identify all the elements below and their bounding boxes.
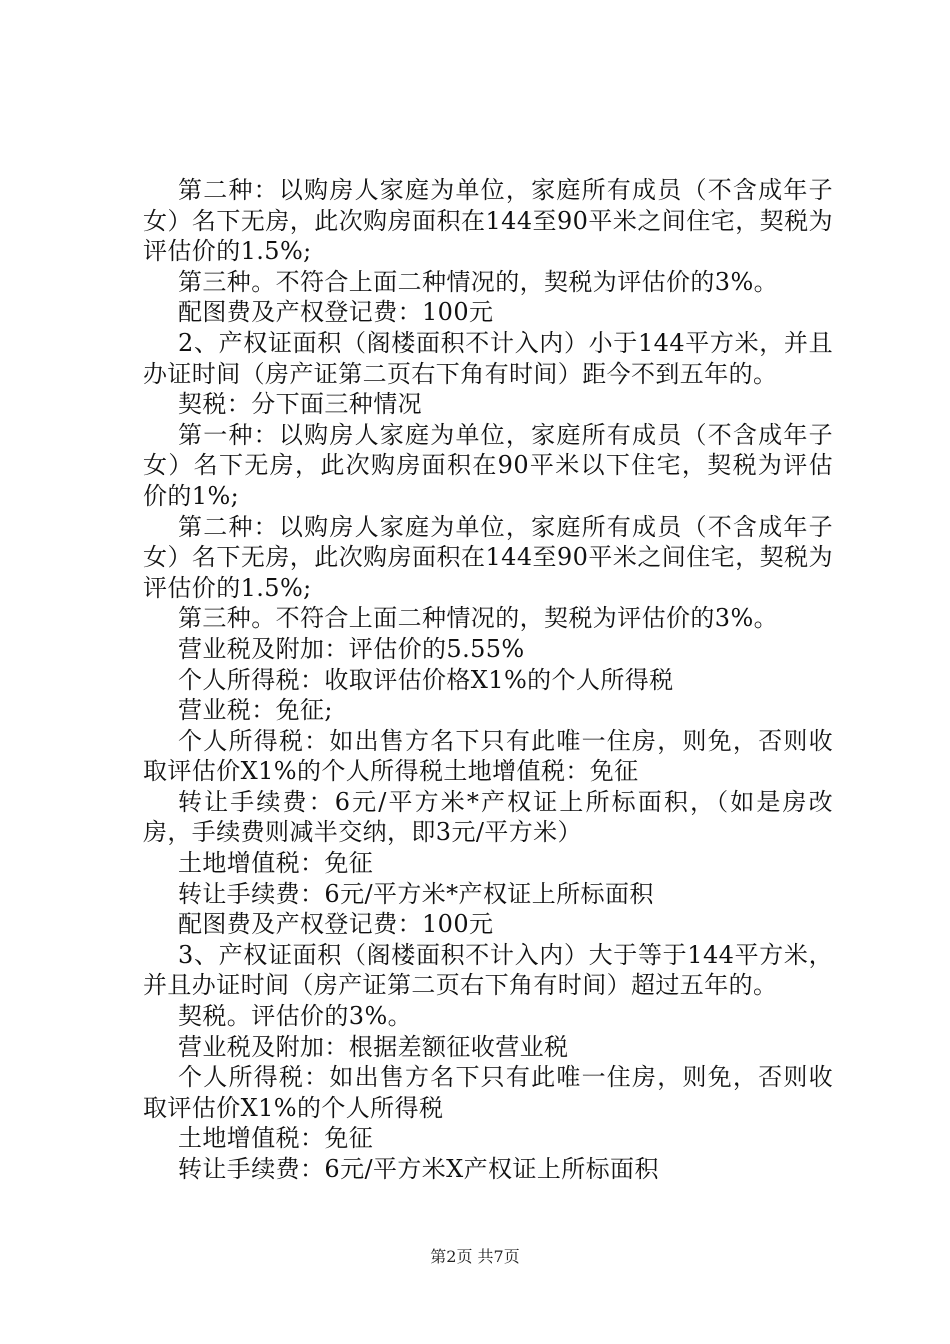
paragraph: 配图费及产权登记费：100元 [178, 910, 494, 939]
paragraph: 个人所得税：如出售方名下只有此唯一住房，则免，否则收取评估价X1%的个人所得税 [143, 1063, 833, 1122]
paragraph: 第三种。不符合上面二种情况的，契税为评估价的3%。 [178, 604, 779, 633]
paragraph: 土地增值税：免征 [178, 849, 374, 878]
paragraph: 第三种。不符合上面二种情况的，契税为评估价的3%。 [178, 267, 779, 296]
document-body [143, 175, 833, 1185]
paragraph: 个人所得税：收取评估价格X1%的个人所得税 [178, 665, 674, 694]
paragraph: 契税：分下面三种情况 [178, 390, 422, 419]
page-footer [0, 1244, 950, 1267]
paragraph: 营业税及附加：根据差额征收营业税 [178, 1032, 569, 1061]
paragraph: 转让手续费：6元/平方米X产权证上所标面积 [178, 1155, 659, 1183]
paragraph: 配图费及产权登记费：100元 [178, 298, 494, 327]
paragraph: 第一种：以购房人家庭为单位，家庭所有成员（不含成年子女）名下无房，此次购房面积在90平米以下住宅，契税为评估价的1%; [143, 420, 833, 510]
paragraph: 3、产权证面积（阁楼面积不计入内）大于等于144平方米，并且办证时间（房产证第二页右下角有时间）超过五年的。 [143, 940, 833, 1000]
paragraph: 营业税：免征; [178, 696, 333, 725]
paragraph: 第二种：以购房人家庭为单位，家庭所有成员（不含成年子女）名下无房，此次购房面积在144至90平米之间住宅，契税为评估价的1.5%; [143, 176, 833, 266]
paragraph: 转让手续费：6元/平方米*产权证上所标面积，（如是房改房，手续费则减半交纳，即3元/平方米） [143, 787, 833, 847]
page-number-label: 第2页 共7页 [430, 1247, 520, 1266]
paragraph: 营业税及附加：评估价的5.55% [178, 634, 525, 663]
paragraph: 契税。评估价的3%。 [178, 1002, 413, 1031]
paragraph: 转让手续费：6元/平方米*产权证上所标面积 [178, 879, 654, 908]
paragraph: 土地增值税：免征 [178, 1124, 374, 1153]
paragraph: 个人所得税：如出售方名下只有此唯一住房，则免，否则收取评估价X1%的个人所得税土地增值税：免征 [143, 726, 833, 786]
paragraph: 第二种：以购房人家庭为单位，家庭所有成员（不含成年子女）名下无房，此次购房面积在144至90平米之间住宅，契税为评估价的1.5%; [143, 512, 833, 602]
paragraph: 2、产权证面积（阁楼面积不计入内）小于144平方米，并且办证时间（房产证第二页右下角有时间）距今不到五年的。 [143, 328, 833, 388]
